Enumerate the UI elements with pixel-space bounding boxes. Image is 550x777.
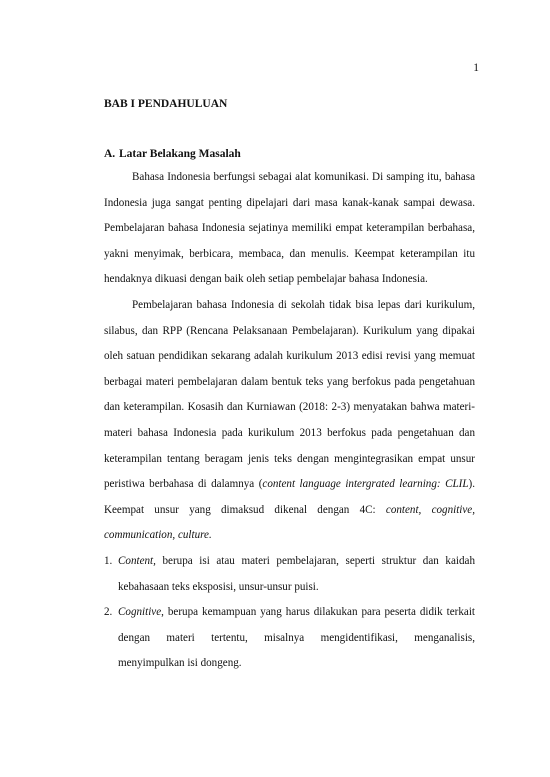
section-heading [104, 148, 241, 160]
list-item-term: Content, [118, 554, 156, 567]
paragraph-2-text-a: Pembelajaran bahasa Indonesia di sekolah tidak bisa lepas dari kurikulum, silabus, dan RPP (Rencana Pelaksanaan Pembelajaran). Kurikulum yang dipakai oleh satuan pendidikan sekarang adalah kurikulum 2013 edisi revisi yang memuat berbagai materi pembelajaran dalam bentuk teks yang berfokus pada pengetahuan dan keterampilan. Kosasih dan Kurniawan (2018: 2-3) menyatakan bahwa materi-materi bahasa Indonesia pada kurikulum 2013 berfokus pada pengetahuan dan keterampilan tentang beragam jenis teks dengan mengintegrasikan empat unsur peristiwa berbahasa di dalamnya ( [104, 298, 475, 491]
list-item-number: 1. [104, 554, 113, 567]
section-title: Latar Belakang Masalah [119, 148, 241, 160]
list-item [104, 549, 475, 600]
list-item-text: berupa isi atau materi pembelajaran, seperti struktur dan kaidah kebahasaan teks eksposisi, unsur-unsur puisi. [118, 554, 475, 593]
chapter-title: BAB I PENDAHULUAN [104, 98, 228, 110]
list-item-term: Cognitive [118, 606, 162, 619]
page-number: 1 [473, 62, 479, 74]
body-text [104, 165, 475, 677]
paragraph-2-text-b: ). Keempat unsur yang dimaksud dikenal dengan 4C: [104, 478, 475, 516]
list-item-text: , berupa kemampuan yang harus dilakukan para peserta didik terkait dengan materi tertentu, misalnya mengidentifikasi, menganalisis, menyimpulkan isi dongeng. [118, 606, 475, 670]
paragraph-2-italic-b: content, cognitive, communication, culture. [104, 503, 476, 542]
list-item [104, 600, 475, 677]
paragraph-2-italic-a: content language intergrated learning: CLIL [262, 478, 469, 491]
list-item-number: 2. [104, 606, 113, 619]
section-number: A. [104, 148, 116, 160]
paragraph-2 [104, 293, 475, 549]
numbered-list [104, 549, 475, 677]
paragraph-1: Bahasa Indonesia berfungsi sebagai alat komunikasi. Di samping itu, bahasa Indonesia juga sangat penting dipelajari dari masa kanak-kanak sampai dewasa. Pembelajaran bahasa Indonesia sejatinya memiliki empat keterampilan berbahasa, yakni menyimak, berbicara, membaca, dan menulis. Keempat keterampilan itu hendaknya dikuasi dengan baik oleh setiap pembelajar bahasa Indonesia. [104, 171, 475, 286]
